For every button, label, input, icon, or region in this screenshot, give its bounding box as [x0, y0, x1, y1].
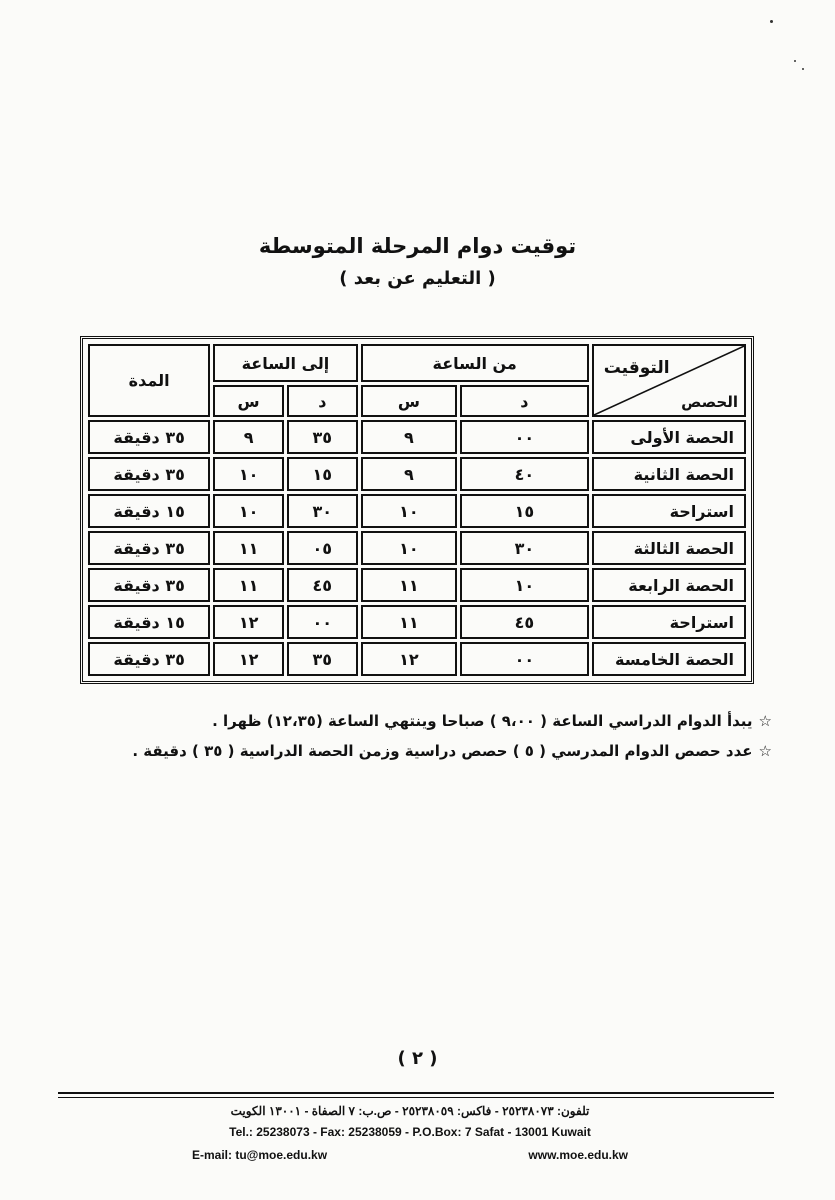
- to-hour-header: س: [213, 385, 284, 417]
- from-hour-cell: ٩: [361, 457, 457, 491]
- period-name-cell: الحصة الرابعة: [592, 568, 746, 602]
- from-hour-cell: ٩: [361, 420, 457, 454]
- to-time-header: إلى الساعة: [213, 344, 357, 382]
- footer-arabic-contact: تلفون: ٢٥٢٣٨٠٧٣ - فاكس: ٢٥٢٣٨٠٥٩ - ص.ب: ٧ الصفاة - ١٣٠٠١ الكويت: [230, 1104, 590, 1118]
- table-row: [88, 457, 746, 491]
- to-minute-cell: ٤٥: [287, 568, 358, 602]
- footer-links: [180, 1148, 640, 1162]
- from-hour-cell: ١١: [361, 605, 457, 639]
- scan-speck: [802, 68, 804, 70]
- corner-label-periods: الحصص: [681, 393, 738, 411]
- from-minute-cell: ٠٠: [460, 420, 589, 454]
- from-minute-header: د: [460, 385, 589, 417]
- duration-cell: ٣٥ دقيقة: [88, 568, 210, 602]
- scan-speck: [770, 20, 773, 23]
- note-text: يبدأ الدوام الدراسي الساعة ( ٩،٠٠ ) صباحا وينتهي الساعة (١٢،٣٥) ظهرا .: [212, 712, 753, 730]
- table-row: [88, 531, 746, 565]
- page-title: توقيت دوام المرحلة المتوسطة: [258, 234, 577, 258]
- from-minute-cell: ٤٥: [460, 605, 589, 639]
- duration-cell: ١٥ دقيقة: [88, 494, 210, 528]
- footer-email[interactable]: E-mail: tu@moe.edu.kw: [192, 1148, 328, 1162]
- star-icon: ☆: [758, 712, 772, 730]
- star-icon: ☆: [758, 742, 772, 760]
- to-minute-cell: ٠٠: [287, 605, 358, 639]
- from-hour-cell: ١١: [361, 568, 457, 602]
- to-hour-cell: ١٢: [213, 605, 284, 639]
- note-item: [140, 712, 772, 730]
- duration-cell: ٣٥ دقيقة: [88, 642, 210, 676]
- schedule-table-frame: [80, 336, 754, 684]
- table-row: [88, 494, 746, 528]
- page-subtitle: ( التعليم عن بعد ): [339, 268, 496, 289]
- footer-website[interactable]: www.moe.edu.kw: [528, 1148, 628, 1162]
- table-row: [88, 568, 746, 602]
- period-name-cell: استراحة: [592, 605, 746, 639]
- to-hour-cell: ٩: [213, 420, 284, 454]
- to-hour-cell: ١٠: [213, 494, 284, 528]
- to-minute-cell: ٣٠: [287, 494, 358, 528]
- note-item: [132, 742, 772, 760]
- table-row: [88, 642, 746, 676]
- duration-cell: ٣٥ دقيقة: [88, 531, 210, 565]
- duration-cell: ٣٥ دقيقة: [88, 457, 210, 491]
- footer: [180, 1104, 640, 1162]
- period-name-cell: الحصة الثانية: [592, 457, 746, 491]
- scan-speck: [794, 60, 796, 62]
- to-hour-cell: ١١: [213, 531, 284, 565]
- to-minute-cell: ١٥: [287, 457, 358, 491]
- note-text: عدد حصص الدوام المدرسي ( ٥ ) حصص دراسية وزمن الحصة الدراسية ( ٣٥ ) دقيقة .: [132, 742, 753, 760]
- to-minute-cell: ٣٥: [287, 642, 358, 676]
- from-time-header: من الساعة: [361, 344, 589, 382]
- from-minute-cell: ١٥: [460, 494, 589, 528]
- from-hour-cell: ١٠: [361, 494, 457, 528]
- to-hour-cell: ١٢: [213, 642, 284, 676]
- period-name-cell: استراحة: [592, 494, 746, 528]
- from-minute-cell: ١٠: [460, 568, 589, 602]
- period-name-cell: الحصة الأولى: [592, 420, 746, 454]
- to-minute-cell: ٠٥: [287, 531, 358, 565]
- duration-cell: ٣٥ دقيقة: [88, 420, 210, 454]
- period-name-cell: الحصة الثالثة: [592, 531, 746, 565]
- page-number: ( ٢ ): [397, 1048, 438, 1069]
- footer-divider: [58, 1097, 774, 1098]
- from-hour-header: س: [361, 385, 457, 417]
- header-corner-cell: [592, 344, 746, 417]
- from-hour-cell: ١٢: [361, 642, 457, 676]
- to-hour-cell: ١١: [213, 568, 284, 602]
- table-row: [88, 605, 746, 639]
- to-hour-cell: ١٠: [213, 457, 284, 491]
- notes-list: [132, 712, 772, 772]
- duration-header: المدة: [88, 344, 210, 417]
- duration-cell: ١٥ دقيقة: [88, 605, 210, 639]
- corner-label-timing: التوقيت: [603, 358, 670, 378]
- table-row: [88, 420, 746, 454]
- from-minute-cell: ٣٠: [460, 531, 589, 565]
- from-minute-cell: ٤٠: [460, 457, 589, 491]
- period-name-cell: الحصة الخامسة: [592, 642, 746, 676]
- footer-divider: [58, 1092, 774, 1094]
- from-minute-cell: ٠٠: [460, 642, 589, 676]
- to-minute-cell: ٣٥: [287, 420, 358, 454]
- footer-english-contact: Tel.: 25238073 - Fax: 25238059 - P.O.Box: 7 Safat - 13001 Kuwait: [229, 1125, 591, 1139]
- schedule-table: [85, 341, 749, 679]
- from-hour-cell: ١٠: [361, 531, 457, 565]
- title-block: [0, 234, 835, 289]
- to-minute-header: د: [287, 385, 358, 417]
